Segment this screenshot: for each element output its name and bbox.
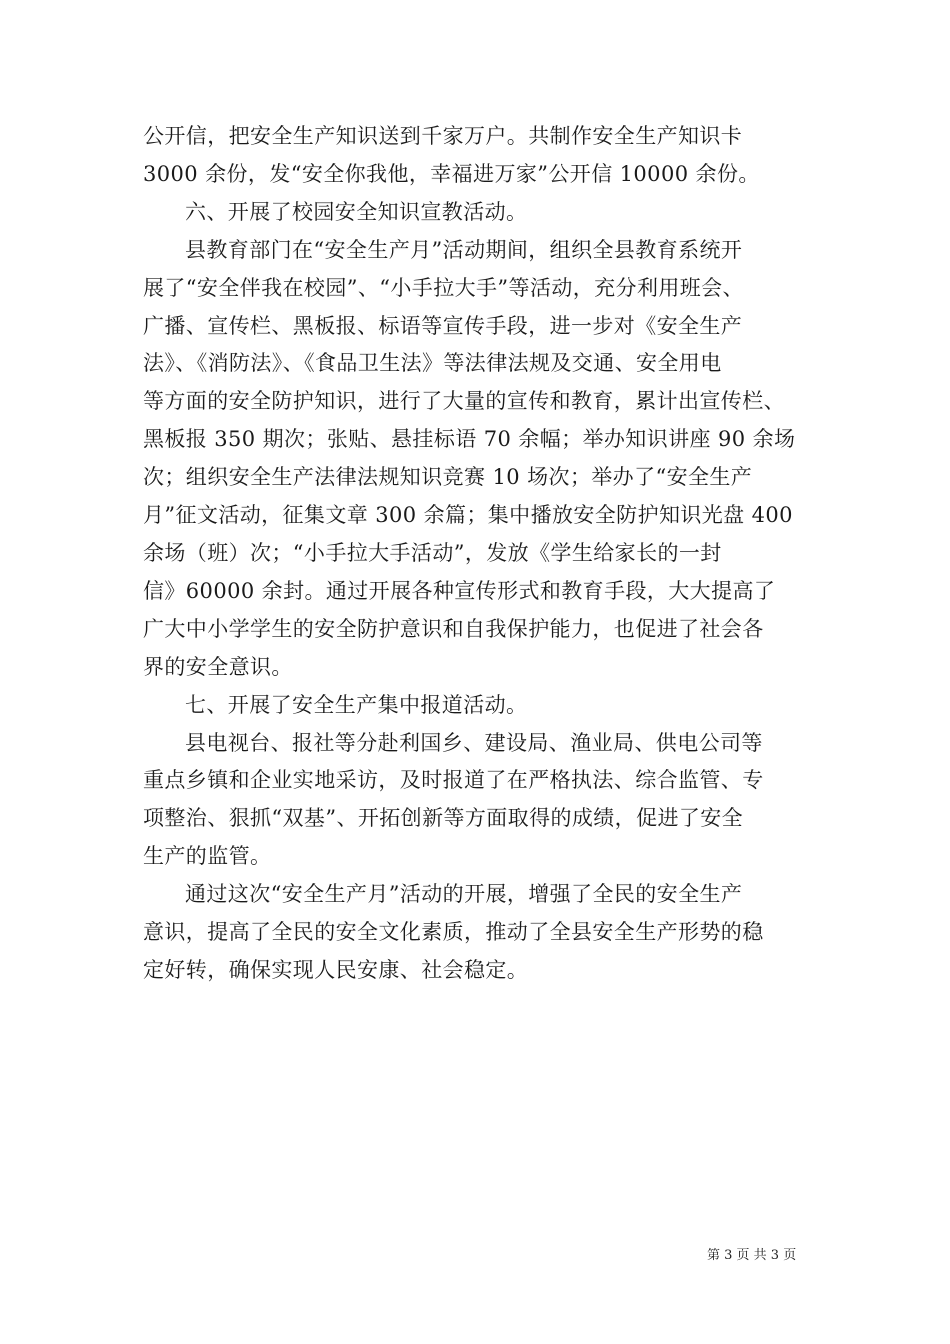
paragraph-education-department: 县教育部门在“安全生产月”活动期间，组织全县教育系统开 展了“安全伴我在校园”、“小手拉大手”等活动，充分利用班会、 广播、宣传栏、黑板报、标语等宣传手段，进一步对《安全生产 法》、《消防法》、《食品卫生法》等法律法规及交通、安全用电 等方面的安全防护知识，进行了大量的宣传和教育，累计出宣传栏、 黑板报 350 期次；张贴、悬挂标语 70 余幅；举办知识讲座 90 余场 次；组织安全生产法律法规知识竞赛 10 场次；举办了“安全生产 月”征文活动，征集文章 300 余篇；集中播放安全防护知识光盘 400 余场（班）次；“小手拉大手活动”，发放《学生给家长的一封 信》60000 余封。通过开展各种宣传形式和教育手段，大大提高了 广大中小学学生的安全防护意识和自我保护能力，也促进了社会各 界的安全意识。 bbox=[143, 237, 796, 679]
paragraph-conclusion: 通过这次“安全生产月”活动的开展，增强了全民的安全生产 意识，提高了全民的安全文化素质，推动了全县安全生产形势的稳 定好转，确保实现人民安康、社会稳定。 bbox=[143, 882, 764, 982]
paragraph-open-letter: 公开信，把安全生产知识送到千家万户。共制作安全生产知识卡 3000 余份，发“安全你我他，幸福进万家”公开信 10000 余份。 bbox=[143, 124, 760, 186]
document-body bbox=[143, 118, 815, 990]
heading-campus-safety: 六、开展了校园安全知识宣教活动。 bbox=[185, 199, 528, 224]
heading-media-coverage: 七、开展了安全生产集中报道活动。 bbox=[185, 692, 528, 717]
page-number: 第 3 页 共 3 页 bbox=[707, 1248, 797, 1263]
paragraph-tv-newspaper: 县电视台、报社等分赴利国乡、建设局、渔业局、供电公司等 重点乡镇和企业实地采访，及时报道了在严格执法、综合监管、专 项整治、狠抓“双基”、开拓创新等方面取得的成绩，促进了安全 生产的监管。 bbox=[143, 730, 764, 869]
